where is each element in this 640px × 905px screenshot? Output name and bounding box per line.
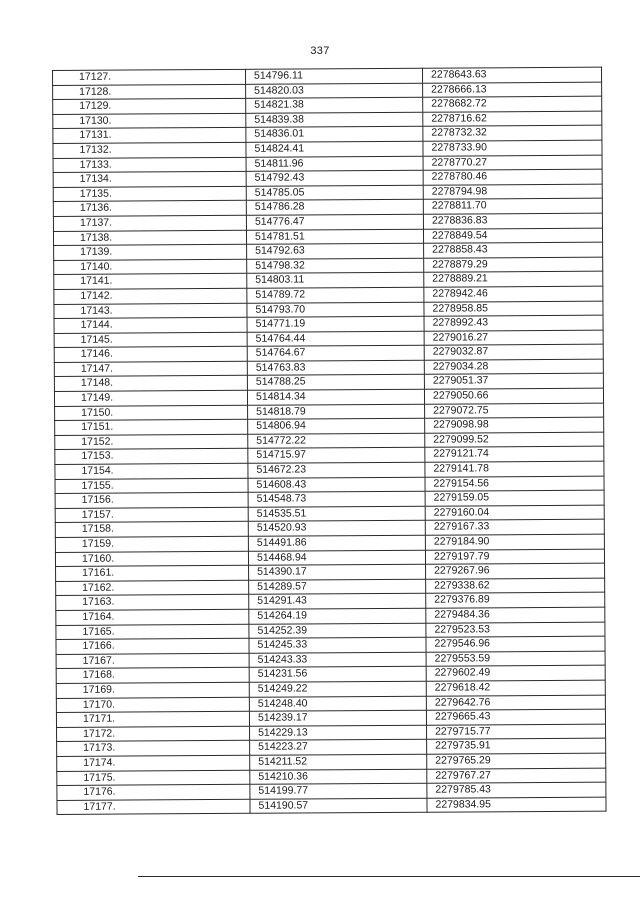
coordinates-table-wrapper <box>52 67 561 815</box>
point-number-cell: 17158. <box>55 522 248 538</box>
point-number-cell: 17176. <box>57 784 250 800</box>
y-coordinate-cell: 2279665.43 <box>426 709 605 725</box>
y-coordinate-cell: 2279523.53 <box>426 622 605 638</box>
y-coordinate-cell: 2278666.13 <box>423 82 602 98</box>
y-coordinate-cell: 2279767.27 <box>427 768 606 784</box>
y-coordinate-cell: 2278879.29 <box>424 257 603 273</box>
x-coordinate-cell: 514771.19 <box>247 316 424 332</box>
point-number-cell: 17177. <box>57 799 250 815</box>
x-coordinate-cell: 514291.43 <box>249 594 426 610</box>
y-coordinate-cell: 2279159.05 <box>425 490 604 506</box>
y-coordinate-cell: 2278794.98 <box>423 184 602 200</box>
point-number-cell: 17139. <box>54 244 247 260</box>
y-coordinate-cell: 2278643.63 <box>422 67 601 83</box>
point-number-cell: 17147. <box>54 361 247 377</box>
x-coordinate-cell: 514535.51 <box>248 506 425 522</box>
x-coordinate-cell: 514248.40 <box>249 696 426 712</box>
point-number-cell: 17173. <box>57 741 250 757</box>
x-coordinate-cell: 514491.86 <box>248 535 425 551</box>
x-coordinate-cell: 514796.11 <box>245 68 422 84</box>
y-coordinate-cell: 2279141.78 <box>425 461 604 477</box>
y-coordinate-cell: 2279034.28 <box>424 359 603 375</box>
table-row <box>57 797 606 815</box>
x-coordinate-cell: 514239.17 <box>249 710 426 726</box>
point-number-cell: 17129. <box>53 99 246 115</box>
y-coordinate-cell: 2279098.98 <box>425 417 604 433</box>
point-number-cell: 17174. <box>57 755 250 771</box>
y-coordinate-cell: 2279154.56 <box>425 476 604 492</box>
point-number-cell: 17127. <box>53 69 246 85</box>
y-coordinate-cell: 2279167.33 <box>425 520 604 536</box>
point-number-cell: 17164. <box>56 609 249 625</box>
y-coordinate-cell: 2278849.54 <box>423 228 602 244</box>
x-coordinate-cell: 514715.97 <box>248 448 425 464</box>
y-coordinate-cell: 2278811.70 <box>423 198 602 214</box>
footer-rule <box>138 876 640 877</box>
point-number-cell: 17155. <box>55 478 248 494</box>
y-coordinate-cell: 2278889.21 <box>424 271 603 287</box>
x-coordinate-cell: 514789.72 <box>247 287 424 303</box>
x-coordinate-cell: 514190.57 <box>250 798 427 814</box>
point-number-cell: 17142. <box>54 288 247 304</box>
x-coordinate-cell: 514814.34 <box>247 389 424 405</box>
y-coordinate-cell: 2279484.36 <box>426 607 605 623</box>
point-number-cell: 17162. <box>56 580 249 596</box>
x-coordinate-cell: 514520.93 <box>248 521 425 537</box>
point-number-cell: 17138. <box>53 230 246 246</box>
x-coordinate-cell: 514289.57 <box>249 579 426 595</box>
point-number-cell: 17166. <box>56 638 249 654</box>
coordinates-table <box>52 67 607 816</box>
y-coordinate-cell: 2279642.76 <box>426 695 605 711</box>
x-coordinate-cell: 514199.77 <box>250 783 427 799</box>
y-coordinate-cell: 2278732.32 <box>423 126 602 142</box>
point-number-cell: 17160. <box>55 551 248 567</box>
y-coordinate-cell: 2278992.43 <box>424 315 603 331</box>
y-coordinate-cell: 2279546.96 <box>426 636 605 652</box>
y-coordinate-cell: 2279184.90 <box>425 534 604 550</box>
y-coordinate-cell: 2279834.95 <box>427 797 606 813</box>
y-coordinate-cell: 2279785.43 <box>427 782 606 798</box>
point-number-cell: 17172. <box>57 726 250 742</box>
x-coordinate-cell: 514608.43 <box>248 477 425 493</box>
point-number-cell: 17128. <box>53 84 246 100</box>
x-coordinate-cell: 514468.94 <box>248 550 425 566</box>
x-coordinate-cell: 514793.70 <box>247 302 424 318</box>
point-number-cell: 17154. <box>55 463 248 479</box>
y-coordinate-cell: 2279267.96 <box>426 563 605 579</box>
x-coordinate-cell: 514792.43 <box>246 170 423 186</box>
point-number-cell: 17153. <box>55 449 248 465</box>
point-number-cell: 17163. <box>56 595 249 611</box>
y-coordinate-cell: 2279553.59 <box>426 651 605 667</box>
y-coordinate-cell: 2279715.77 <box>427 724 606 740</box>
y-coordinate-cell: 2279032.87 <box>424 344 603 360</box>
x-coordinate-cell: 514821.38 <box>246 97 423 113</box>
y-coordinate-cell: 2278958.85 <box>424 301 603 317</box>
x-coordinate-cell: 514836.01 <box>246 127 423 143</box>
y-coordinate-cell: 2279051.37 <box>424 374 603 390</box>
y-coordinate-cell: 2278942.46 <box>424 286 603 302</box>
y-coordinate-cell: 2279160.04 <box>425 505 604 521</box>
y-coordinate-cell: 2278780.46 <box>423 169 602 185</box>
x-coordinate-cell: 514231.56 <box>249 667 426 683</box>
y-coordinate-cell: 2279016.27 <box>424 330 603 346</box>
x-coordinate-cell: 514798.32 <box>247 258 424 274</box>
x-coordinate-cell: 514763.83 <box>247 360 424 376</box>
point-number-cell: 17165. <box>56 624 249 640</box>
point-number-cell: 17145. <box>54 332 247 348</box>
x-coordinate-cell: 514818.79 <box>248 404 425 420</box>
x-coordinate-cell: 514548.73 <box>248 491 425 507</box>
point-number-cell: 17143. <box>54 303 247 319</box>
point-number-cell: 17146. <box>54 347 247 363</box>
x-coordinate-cell: 514211.52 <box>250 754 427 770</box>
x-coordinate-cell: 514776.47 <box>246 214 423 230</box>
x-coordinate-cell: 514788.25 <box>247 375 424 391</box>
point-number-cell: 17130. <box>53 113 246 129</box>
x-coordinate-cell: 514764.67 <box>247 346 424 362</box>
point-number-cell: 17148. <box>54 376 247 392</box>
point-number-cell: 17137. <box>53 215 246 231</box>
x-coordinate-cell: 514803.11 <box>247 273 424 289</box>
y-coordinate-cell: 2278770.27 <box>423 155 602 171</box>
y-coordinate-cell: 2279618.42 <box>426 680 605 696</box>
x-coordinate-cell: 514223.27 <box>250 740 427 756</box>
x-coordinate-cell: 514672.23 <box>248 462 425 478</box>
point-number-cell: 17167. <box>56 653 249 669</box>
point-number-cell: 17141. <box>54 274 247 290</box>
x-coordinate-cell: 514264.19 <box>249 608 426 624</box>
x-coordinate-cell: 514252.39 <box>249 623 426 639</box>
x-coordinate-cell: 514390.17 <box>249 564 426 580</box>
y-coordinate-cell: 2278716.62 <box>423 111 602 127</box>
y-coordinate-cell: 2278682.72 <box>423 96 602 112</box>
x-coordinate-cell: 514249.22 <box>249 681 426 697</box>
x-coordinate-cell: 514820.03 <box>246 83 423 99</box>
point-number-cell: 17135. <box>53 186 246 202</box>
y-coordinate-cell: 2279735.91 <box>427 738 606 754</box>
x-coordinate-cell: 514210.36 <box>250 769 427 785</box>
y-coordinate-cell: 2279099.52 <box>425 432 604 448</box>
point-number-cell: 17169. <box>56 682 249 698</box>
y-coordinate-cell: 2279197.79 <box>425 549 604 565</box>
y-coordinate-cell: 2279121.74 <box>425 447 604 463</box>
point-number-cell: 17136. <box>53 201 246 217</box>
point-number-cell: 17171. <box>56 711 249 727</box>
page-number: 337 <box>310 45 330 57</box>
y-coordinate-cell: 2279765.29 <box>427 753 606 769</box>
point-number-cell: 17144. <box>54 317 247 333</box>
y-coordinate-cell: 2278733.90 <box>423 140 602 156</box>
y-coordinate-cell: 2278858.43 <box>424 242 603 258</box>
y-coordinate-cell: 2279072.75 <box>425 403 604 419</box>
x-coordinate-cell: 514772.22 <box>248 433 425 449</box>
coordinates-table-body <box>53 67 607 815</box>
point-number-cell: 17134. <box>53 171 246 187</box>
point-number-cell: 17132. <box>53 142 246 158</box>
x-coordinate-cell: 514245.33 <box>249 637 426 653</box>
x-coordinate-cell: 514229.13 <box>250 725 427 741</box>
point-number-cell: 17161. <box>56 565 249 581</box>
point-number-cell: 17168. <box>56 668 249 684</box>
y-coordinate-cell: 2279050.66 <box>424 388 603 404</box>
point-number-cell: 17157. <box>55 507 248 523</box>
x-coordinate-cell: 514806.94 <box>248 418 425 434</box>
point-number-cell: 17156. <box>55 493 248 509</box>
x-coordinate-cell: 514839.38 <box>246 112 423 128</box>
point-number-cell: 17151. <box>55 420 248 436</box>
x-coordinate-cell: 514764.44 <box>247 331 424 347</box>
x-coordinate-cell: 514786.28 <box>246 200 423 216</box>
x-coordinate-cell: 514811.96 <box>246 156 423 172</box>
y-coordinate-cell: 2278836.83 <box>423 213 602 229</box>
point-number-cell: 17152. <box>55 434 248 450</box>
x-coordinate-cell: 514824.41 <box>246 141 423 157</box>
x-coordinate-cell: 514781.51 <box>246 229 423 245</box>
point-number-cell: 17140. <box>54 259 247 275</box>
point-number-cell: 17150. <box>55 405 248 421</box>
point-number-cell: 17149. <box>54 390 247 406</box>
point-number-cell: 17159. <box>55 536 248 552</box>
point-number-cell: 17170. <box>56 697 249 713</box>
x-coordinate-cell: 514792.63 <box>247 243 424 259</box>
point-number-cell: 17131. <box>53 128 246 144</box>
point-number-cell: 17133. <box>53 157 246 173</box>
y-coordinate-cell: 2279376.89 <box>426 593 605 609</box>
y-coordinate-cell: 2279602.49 <box>426 665 605 681</box>
point-number-cell: 17175. <box>57 770 250 786</box>
y-coordinate-cell: 2279338.62 <box>426 578 605 594</box>
x-coordinate-cell: 514243.33 <box>249 652 426 668</box>
x-coordinate-cell: 514785.05 <box>246 185 423 201</box>
